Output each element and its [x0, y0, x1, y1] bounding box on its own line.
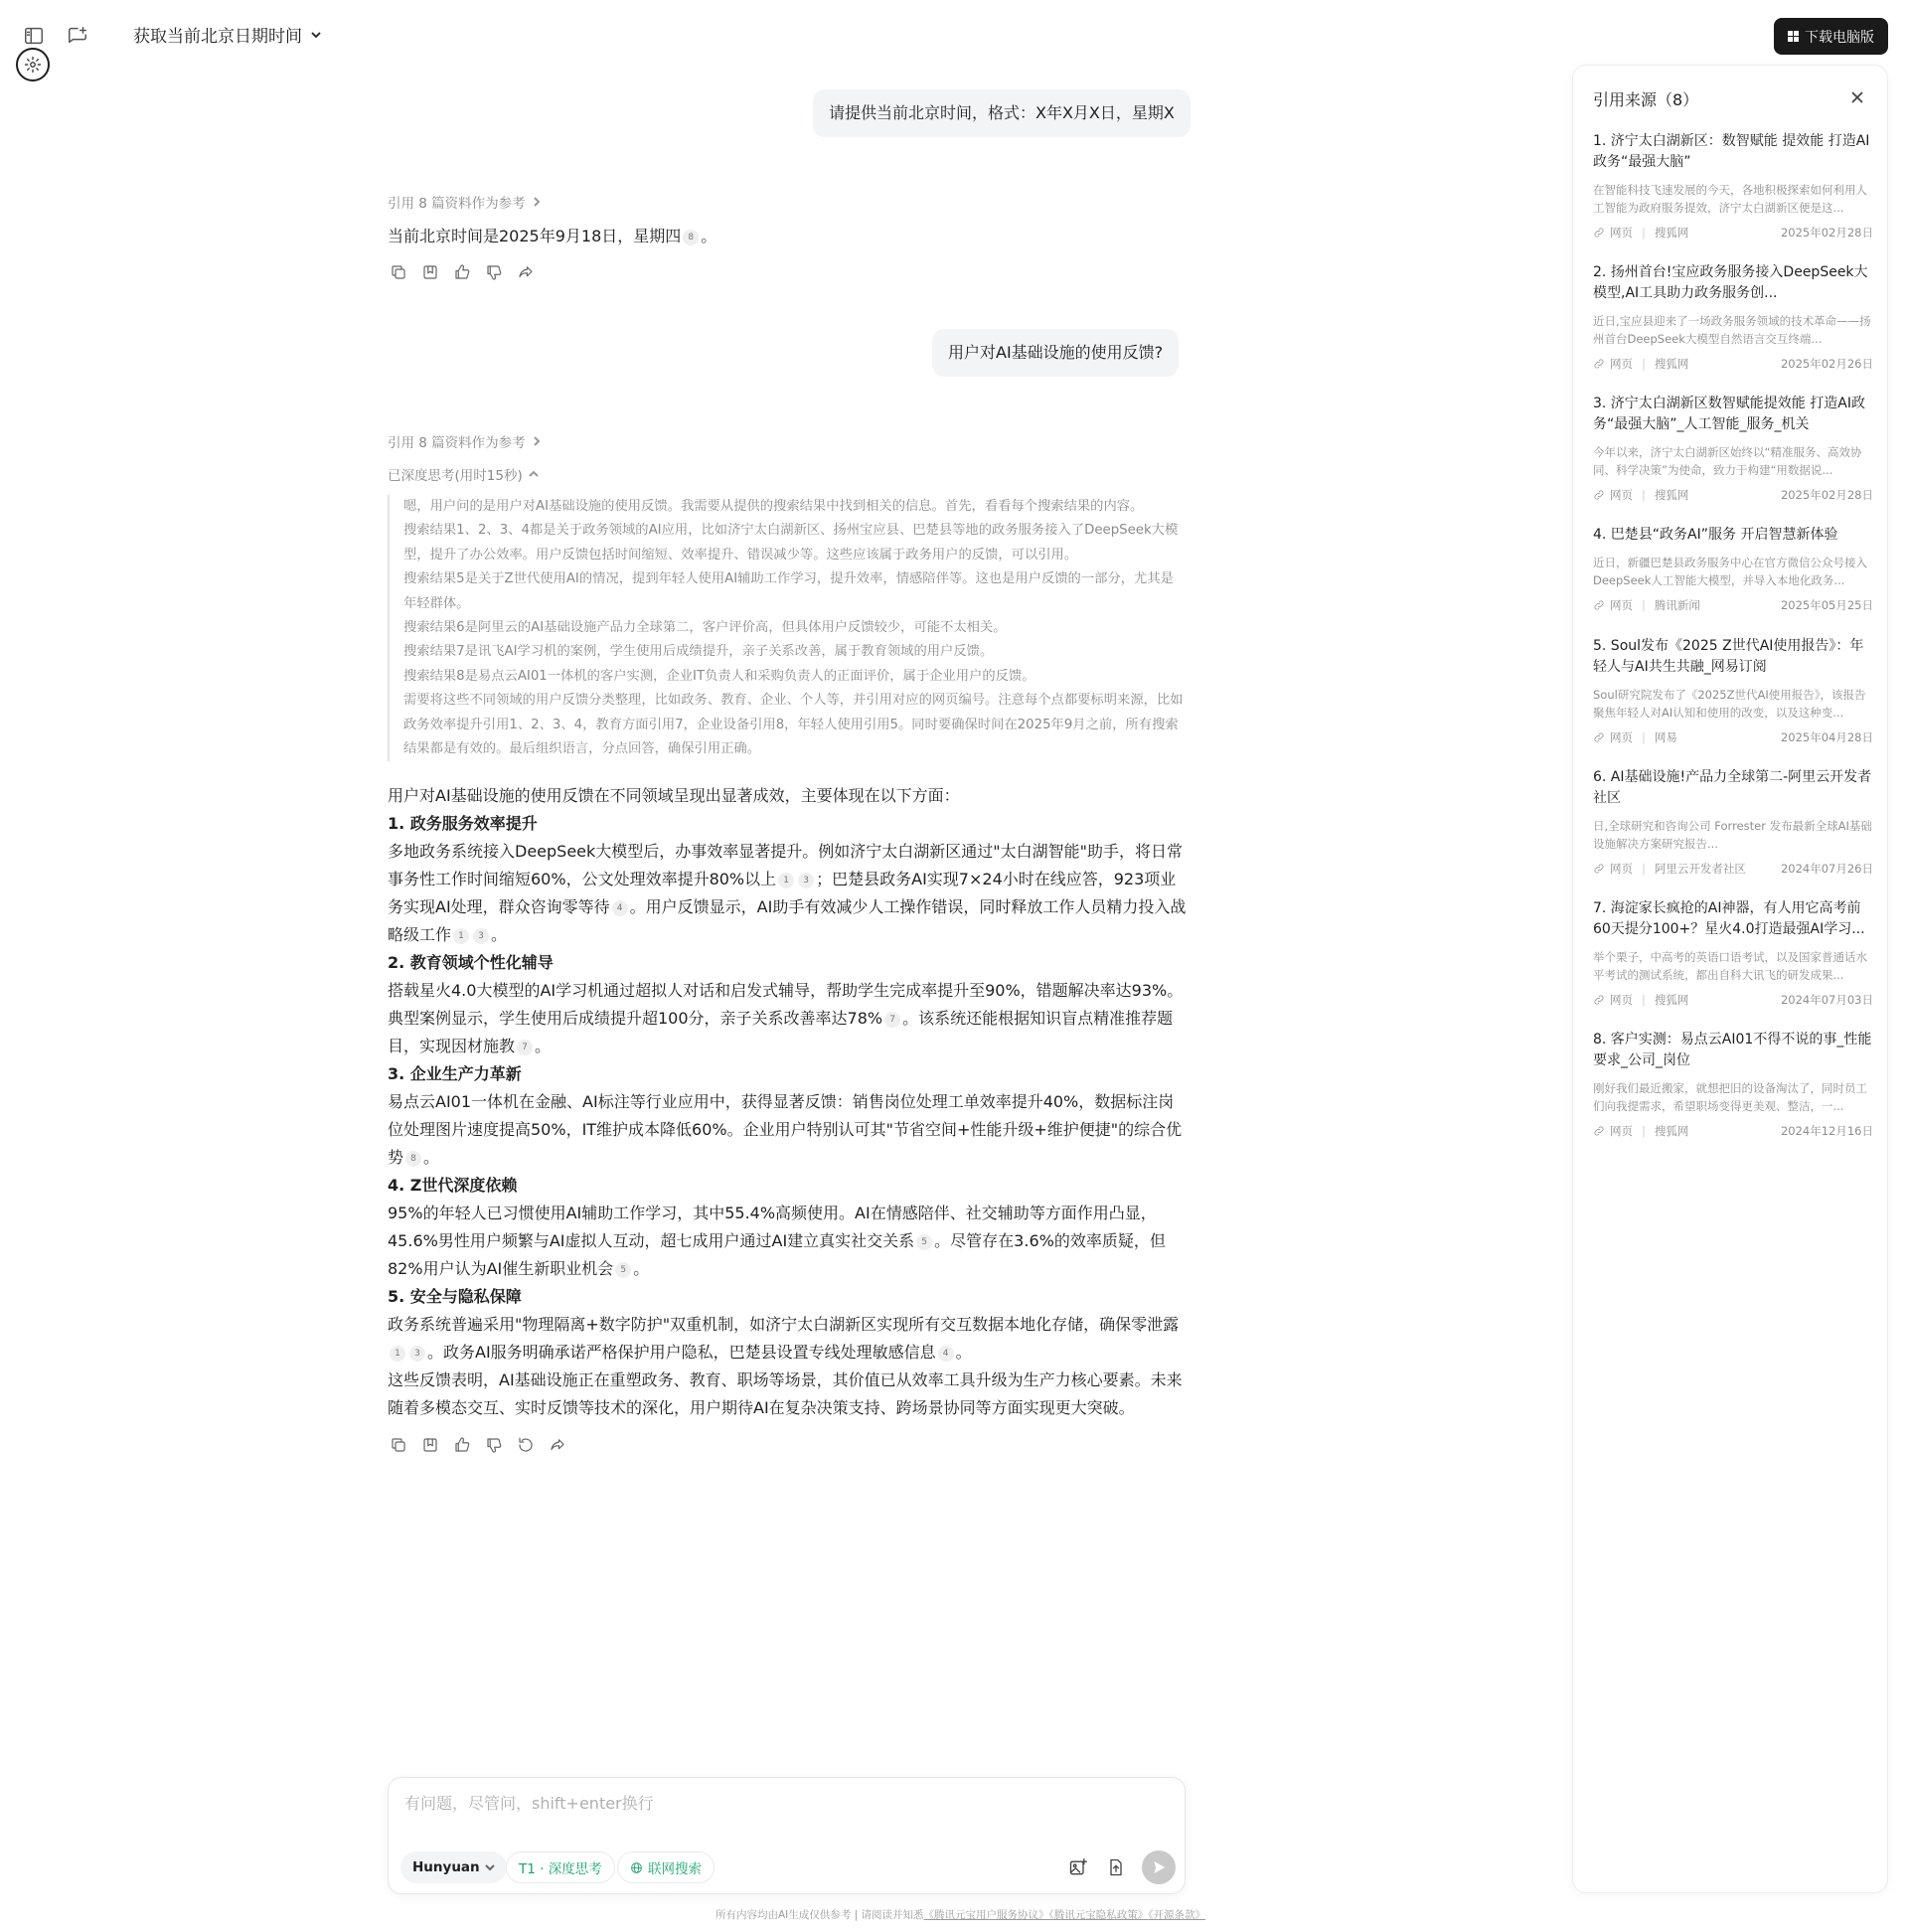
reference-title: 7. 海淀家长疯抢的AI神器，有人用它高考前60天提分100+？星火4.0打造最强AI学习...: [1593, 900, 1865, 937]
thinking-paragraph: 搜索结果1、2、3、4都是关于政务领域的AI应用，比如济宁太白湖新区、扬州宝应县、巴楚县等地的政务服务接入了DeepSeek大模型，提升了办公效率。用户反馈包括时间缩短、效率提升、错误减少等。这些应该属于政务用户的反馈，可以引用。: [403, 523, 1179, 563]
reference-source: 腾讯新闻: [1654, 598, 1700, 612]
reference-item[interactable]: [1593, 898, 1873, 1008]
sidebar-toggle-icon[interactable]: [20, 22, 48, 50]
citation-badge[interactable]: 1: [453, 928, 469, 944]
assistant-message: [388, 782, 1189, 1422]
globe-icon: [630, 1861, 643, 1874]
reference-meta: 网页 | 搜狐网 2024年07月03日: [1593, 992, 1873, 1008]
reference-snippet: 近日，新疆巴楚县政务服务中心在官方微信公众号接入DeepSeek人工智能大模型，并导入本地化政务...: [1593, 556, 1867, 587]
citation-badge[interactable]: 4: [612, 900, 628, 916]
body-text: 。: [535, 1037, 552, 1055]
model-name: Hunyuan: [412, 1859, 480, 1875]
body-text: 。用户反馈显示，AI助手有效减少人工操作错误，同时释放工作人员精力投入战略级工作: [388, 897, 1187, 944]
reference-type: 网页: [1610, 226, 1633, 240]
thumbs-up-icon[interactable]: [451, 1434, 473, 1456]
share-icon[interactable]: [547, 1434, 568, 1456]
copy-icon[interactable]: [388, 261, 409, 283]
thinking-paragraph: 搜索结果5是关于Z世代使用AI的情况，提到年轻人使用AI辅助工作学习，提升效率，情感陪伴等。这也是用户反馈的一部分，尤其是年轻群体。: [403, 571, 1174, 611]
deep-think-label: T1 · 深度思考: [519, 1861, 602, 1877]
reference-source: 搜狐网: [1654, 357, 1689, 371]
chevron-down-icon: [310, 29, 322, 41]
thinking-paragraph: 搜索结果6是阿里云的AI基础设施产品力全球第二，客户评价高，但具体用户反馈较少，可能不太相关。: [403, 620, 1007, 636]
thinking-paragraph: 搜索结果7是讯飞AI学习机的案例，学生使用后成绩提升，亲子关系改善，属于教育领域的用户反馈。: [403, 644, 994, 660]
reference-source: 搜狐网: [1654, 226, 1689, 240]
thinking-content: [388, 495, 1185, 761]
reference-item[interactable]: [1593, 131, 1873, 241]
citation-badge[interactable]: 4: [938, 1346, 954, 1362]
reference-date: 2025年04月28日: [1780, 730, 1873, 744]
close-icon[interactable]: [1845, 85, 1869, 109]
bookmark-icon[interactable]: [419, 261, 441, 283]
citation-badge[interactable]: 7: [517, 1040, 533, 1055]
citation-badge[interactable]: 3: [473, 928, 489, 944]
answer-text: 当前北京时间是2025年9月18日，星期四: [388, 227, 682, 245]
open-source-link[interactable]: 《开源条款》: [1148, 1909, 1205, 1921]
chevron-down-icon: [485, 1862, 495, 1872]
citation-badge[interactable]: 3: [798, 873, 814, 888]
thinking-paragraph: 搜索结果8是易点云AI01一体机的客户实测，企业IT负责人和采购负责人的正面评价，属于企业用户的反馈。: [403, 668, 1035, 684]
new-chat-icon[interactable]: [64, 22, 91, 50]
chat-input[interactable]: [402, 1788, 1158, 1818]
body-text: 多地政务系统接入DeepSeek大模型后，办事效率显著提升。例如济宁太白湖新区通过"太白湖智能"助手，将日常事务性工作时间缩短60%，公文处理效率提升80%以上: [388, 842, 1183, 888]
body-text: 95%的年轻人已习惯使用AI辅助工作学习，其中55.4%高频使用。AI在情感陪伴、社交辅助等方面作用凸显，45.6%男性用户频繁与AI虚拟人互动，超七成用户通过AI建立真实社交关系: [388, 1204, 1157, 1250]
reference-date: 2025年02月28日: [1780, 226, 1873, 240]
reference-meta: 网页 | 腾讯新闻 2025年05月25日: [1593, 597, 1873, 613]
reference-title: 6. AI基础设施!产品力全球第二-阿里云开发者社区: [1593, 769, 1872, 806]
section-heading: 2. 教育领域个性化辅导: [388, 953, 554, 972]
reference-type: 网页: [1610, 488, 1633, 502]
reference-snippet: 日,全球研究和咨询公司 Forrester 发布最新全球AI基础设施解决方案研究报告...: [1593, 819, 1872, 851]
citation-badge[interactable]: 8: [405, 1151, 421, 1167]
reference-meta: 网页 | 网易 2025年04月28日: [1593, 729, 1873, 745]
download-label: 下载电脑版: [1805, 29, 1874, 46]
chevron-right-icon: [532, 436, 542, 446]
reference-source: 网易: [1654, 730, 1677, 744]
model-selector[interactable]: [400, 1852, 507, 1883]
send-icon: [1152, 1860, 1166, 1874]
link-icon: [1593, 489, 1605, 501]
reference-source: 阿里云开发者社区: [1654, 862, 1746, 876]
reference-title: 4. 巴楚县“政务AI”服务 开启智慧新体验: [1593, 527, 1838, 543]
body-text: 易点云AI01一体机在金融、AI标注等行业应用中，获得显著反馈：销售岗位处理工单效率提升40%，数据标注岗位处理图片速度提高50%，IT维护成本降低60%。企业用户特别认可其"节省空间+性能升级+维护便捷"的综合优势: [388, 1092, 1183, 1167]
reference-snippet: 举个栗子，中高考的英语口语考试，以及国家普通话水平考试的测试系统，都出自科大讯飞的研发成果...: [1593, 950, 1867, 982]
citation-badge[interactable]: 3: [409, 1346, 425, 1362]
body-text: 。: [491, 925, 508, 944]
reference-date: 2025年02月28日: [1780, 488, 1873, 502]
reference-snippet: 刚好我们最近搬家，就想把旧的设备淘汰了，同时员工们向我提需求，希望职场变得更美观、整洁，一...: [1593, 1081, 1867, 1113]
reference-title: 1. 济宁太白湖新区：数智赋能 提效能 打造AI政务“最强大脑”: [1593, 133, 1870, 170]
user-message: 请提供当前北京时间，格式：X年X月X日，星期X: [813, 89, 1191, 137]
body-text: ；巴楚县政务AI实现7×24小时在线应答，923项业务实现AI处理，群众咨询零等待: [388, 870, 1177, 916]
reference-type: 网页: [1610, 357, 1633, 371]
thumbs-up-icon[interactable]: [451, 261, 473, 283]
section-heading: 1. 政务服务效率提升: [388, 814, 538, 833]
reference-type: 网页: [1610, 598, 1633, 612]
gear-icon[interactable]: [16, 48, 50, 81]
body-text: 搭载星火4.0大模型的AI学习机通过超拟人对话和启发式辅导，帮助学生完成率提升至90%，错题解决率达93%。典型案例显示，学生使用后成绩提升超100分，亲子关系改善率达78%: [388, 981, 1184, 1028]
section-body: [388, 1088, 1189, 1172]
reference-title: 3. 济宁太白湖新区数智赋能提效能 打造AI政务“最强大脑”_人工智能_服务_机关: [1593, 396, 1865, 432]
reference-title: 5. Soul发布《2025 Z世代AI使用报告》：年轻人与AI共生共融_网易订阅: [1593, 638, 1864, 675]
footer-disclaimer: [716, 1907, 1205, 1922]
link-icon: [1593, 731, 1605, 743]
reference-snippet: Soul研究院发布了《2025Z世代AI使用报告》，该报告聚焦年轻人对AI认知和使用的改变，以及这种变...: [1593, 688, 1866, 720]
copy-icon[interactable]: [388, 1434, 409, 1456]
reference-item[interactable]: [1593, 394, 1873, 503]
citation-badge[interactable]: 8: [683, 230, 699, 245]
reference-type: 网页: [1610, 730, 1633, 744]
link-icon: [1593, 1125, 1605, 1137]
reference-meta: 网页 | 搜狐网 2025年02月26日: [1593, 356, 1873, 372]
conversation-title[interactable]: [133, 22, 322, 47]
reference-date: 2024年07月03日: [1780, 993, 1873, 1007]
bookmark-icon[interactable]: [419, 1434, 441, 1456]
share-icon[interactable]: [515, 261, 537, 283]
file-upload-icon[interactable]: [1102, 1853, 1130, 1881]
references-title: 引用来源（8）: [1593, 90, 1699, 109]
message-actions: [388, 1434, 568, 1456]
section-body: [388, 838, 1189, 949]
chevron-up-icon: [529, 469, 539, 479]
reference-meta: 网页 | 阿里云开发者社区 2024年07月26日: [1593, 861, 1873, 877]
answer-intro: 用户对AI基础设施的使用反馈在不同领域呈现出显著成效，主要体现在以下方面：: [388, 786, 960, 805]
reference-title: 8. 客户实测：易点云AI01不得不说的事_性能要求_公司_岗位: [1593, 1032, 1872, 1068]
answer-end: 。: [701, 227, 717, 245]
reference-source: 搜狐网: [1654, 488, 1689, 502]
user-message: 用户对AI基础设施的使用反馈?: [932, 329, 1179, 377]
reference-snippet: 在智能科技飞速发展的今天，各地积极探索如何利用人工智能为政府服务提效，济宁太白湖新区便是这...: [1593, 183, 1867, 215]
link-icon: [1593, 863, 1605, 875]
reference-date: 2025年02月26日: [1780, 357, 1873, 371]
reference-type: 网页: [1610, 1124, 1633, 1138]
link-icon: [1593, 994, 1605, 1006]
citation-badge[interactable]: 1: [778, 873, 794, 888]
reference-meta: 网页 | 搜狐网 2024年12月16日: [1593, 1123, 1873, 1139]
reference-meta: 网页 | 搜狐网 2025年02月28日: [1593, 225, 1873, 241]
link-icon: [1593, 599, 1605, 611]
reference-item[interactable]: [1593, 767, 1873, 877]
body-text: 。: [423, 1148, 440, 1167]
reference-item[interactable]: [1593, 1030, 1873, 1139]
reference-label: 引用 8 篇资料作为参考: [388, 435, 526, 451]
privacy-policy-link[interactable]: 《腾讯元宝隐私政策》: [1048, 1909, 1149, 1921]
assistant-message: [388, 224, 716, 246]
reference-type: 网页: [1610, 862, 1633, 876]
message-actions: [388, 261, 537, 283]
citation-badge[interactable]: 5: [916, 1234, 932, 1250]
reference-date: 2024年07月26日: [1780, 862, 1873, 876]
body-text: 政务系统普遍采用"物理隔离+数字防护"双重机制，如济宁太白湖新区实现所有交互数据本地化存储，确保零泄露: [388, 1315, 1180, 1334]
references-panel: [1572, 65, 1888, 1893]
web-search-toggle[interactable]: [617, 1852, 715, 1883]
reference-toggle[interactable]: [388, 192, 542, 212]
body-text: 。政务AI服务明确承诺严格保护用户隐私，巴楚县设置专线处理敏感信息: [427, 1343, 936, 1362]
reference-date: 2025年05月25日: [1780, 598, 1873, 612]
thinking-paragraph: 需要将这些不同领域的用户反馈分类整理，比如政务、教育、企业、个人等，并引用对应的网页编号。注意每个点都要标明来源，比如政务效率提升引用1、2、3、4，教育方面引用7，企业设备引用8，年轻人使用引用5。同时要确保时间在2025年9月之前，所有搜索结果都是有效的。最后组织语言，分点回答，确保引用正确。: [403, 693, 1184, 757]
chevron-right-icon: [532, 197, 542, 207]
section-heading: 3. 企业生产力革新: [388, 1064, 522, 1083]
thinking-toggle[interactable]: [388, 464, 539, 484]
link-icon: [1593, 358, 1605, 370]
reference-meta: 网页 | 搜狐网 2025年02月28日: [1593, 487, 1873, 503]
section-body: [388, 1311, 1189, 1367]
reference-source: 搜狐网: [1654, 993, 1689, 1007]
reference-date: 2024年12月16日: [1780, 1124, 1873, 1138]
citation-badge[interactable]: 7: [884, 1012, 900, 1028]
thinking-label: 已深度思考(用时15秒): [388, 468, 523, 484]
section-heading: 5. 安全与隐私保障: [388, 1287, 522, 1306]
body-text: 。尽管存在3.6%的效率质疑，但82%用户认为AI催生新职业机会: [388, 1231, 1166, 1278]
reference-type: 网页: [1610, 993, 1633, 1007]
reference-item[interactable]: [1593, 636, 1873, 745]
body-text: 。该系统还能根据知识盲点精准推荐题目，实现因材施教: [388, 1009, 1174, 1055]
section-heading: 4. Z世代深度依赖: [388, 1176, 518, 1195]
chat-input-box: [388, 1777, 1186, 1894]
web-search-label: 联网搜索: [648, 1861, 702, 1877]
thinking-paragraph: 嗯，用户问的是用户对AI基础设施的使用反馈。我需要从提供的搜索结果中找到相关的信息。首先，看看每个搜索结果的内容。: [403, 499, 1144, 514]
reference-snippet: 今年以来，济宁太白湖新区始终以“精准服务、高效协同、科学决策”为使命，致力于构建“用数据说...: [1593, 445, 1862, 477]
section-body: [388, 977, 1189, 1060]
citation-badge[interactable]: 5: [615, 1262, 631, 1278]
image-upload-icon[interactable]: [1064, 1853, 1092, 1881]
reference-label: 引用 8 篇资料作为参考: [388, 196, 526, 212]
body-text: 。: [955, 1343, 972, 1362]
section-body: [388, 1200, 1189, 1283]
reference-item[interactable]: [1593, 262, 1873, 372]
windows-icon: [1788, 31, 1799, 42]
deep-think-toggle[interactable]: [506, 1852, 615, 1883]
send-button[interactable]: [1142, 1851, 1176, 1884]
reference-item[interactable]: [1593, 525, 1873, 613]
link-icon: [1593, 227, 1605, 239]
reference-source: 搜狐网: [1654, 1124, 1689, 1138]
citation-badge[interactable]: 1: [390, 1346, 405, 1362]
regenerate-icon[interactable]: [515, 1434, 537, 1456]
reference-snippet: 近日,宝应县迎来了一场政务服务领域的技术革命——扬州首台DeepSeek大模型自然语言交互终端...: [1593, 314, 1871, 346]
thumbs-down-icon[interactable]: [483, 1434, 505, 1456]
reference-title: 2. 扬州首台!宝应政务服务接入DeepSeek大模型,AI工具助力政务服务创...: [1593, 264, 1868, 301]
conversation-title-text: 获取当前北京日期时间: [133, 27, 302, 47]
thumbs-down-icon[interactable]: [483, 261, 505, 283]
reference-toggle[interactable]: [388, 431, 542, 451]
footer-prefix: 所有内容均由AI生成仅供参考 | 请阅读并知悉: [716, 1909, 924, 1921]
user-agreement-link[interactable]: 《腾讯元宝用户服务协议》: [923, 1909, 1049, 1921]
answer-conclusion: 这些反馈表明，AI基础设施正在重塑政务、教育、职场等场景，其价值已从效率工具升级为生产力核心要素。未来随着多模态交互、实时反馈等技术的深化，用户期待AI在复杂决策支持、跨场景协同等方面实现更大突破。: [388, 1370, 1183, 1417]
body-text: 。: [633, 1259, 650, 1278]
download-desktop-button[interactable]: [1774, 18, 1888, 55]
